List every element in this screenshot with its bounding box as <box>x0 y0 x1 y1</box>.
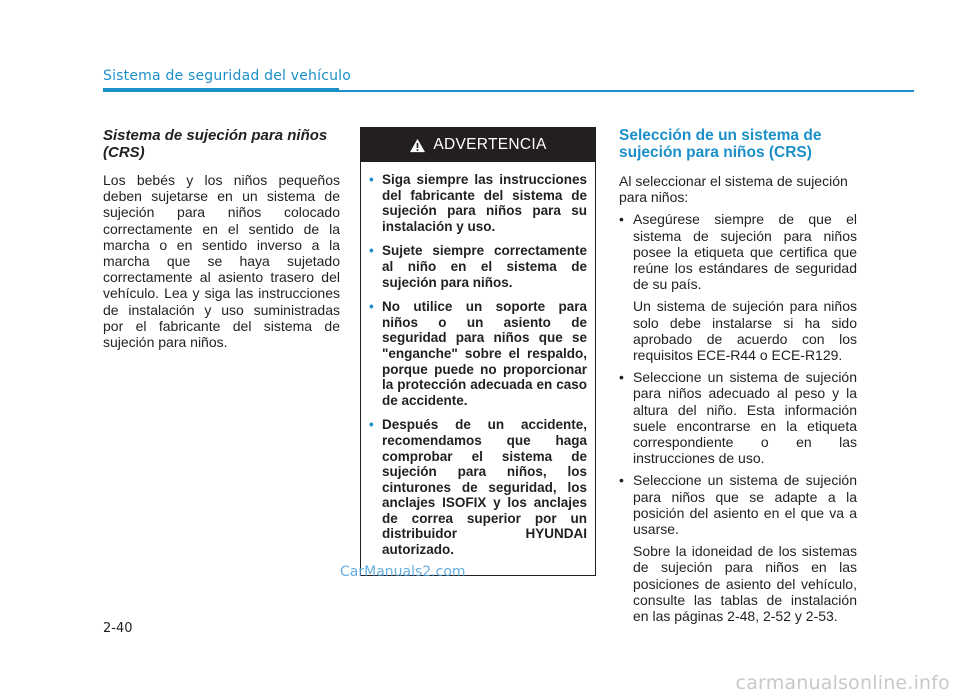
crs-paragraph: Los bebés y los niños pequeños deben sujetarse en un sistema de sujeción para niños colocado correctamente en el sentido de la marcha o en sentido inverso a la marcha que se haya sujetado correctamente al asiento trasero del vehículo. Lea y siga las instrucciones de instalación y uso suministradas por el fabricante del sistema de sujeción para niños. <box>103 172 340 351</box>
right-column <box>619 127 857 630</box>
header-rule-accent <box>103 88 339 92</box>
selection-list <box>619 211 857 624</box>
bullet-icon: • <box>619 369 624 386</box>
warning-item-text: Después de un accidente, recomendamos que haga comprobar el sistema de sujeción para niños, los cinturones de seguridad, los anclajes ISOFIX y los anclajes de correa superior por un distribuidor HYUNDAI autorizado. <box>382 417 587 558</box>
selection-item <box>619 369 857 466</box>
selection-item-text: Asegúrese siempre de que el sistema de sujeción para niños posee la etiqueta que certifica que reúne los estándares de seguridad de su país. <box>633 211 857 293</box>
watermark-carmanuals2[interactable]: CarManuals2.com <box>340 564 466 580</box>
watermark-carmanualsonline[interactable]: carmanualsonline.info <box>735 672 950 694</box>
selection-item-text: Seleccione un sistema de sujeción para niños adecuado al peso y la altura del niño. Esta información suele encontrarse en la etiqueta correspondiente o en las instrucciones de uso. <box>633 369 857 467</box>
page-number: 2-40 <box>103 621 133 636</box>
warning-item <box>369 243 587 290</box>
warning-title: ADVERTENCIA <box>433 136 547 153</box>
selection-heading: Selección de un sistema de sujeción para niños (CRS) <box>619 127 822 161</box>
bullet-icon: • <box>619 472 624 489</box>
warning-item <box>369 172 587 234</box>
bullet-icon: • <box>369 417 374 433</box>
warning-item <box>369 299 587 408</box>
warning-list <box>361 162 595 558</box>
selection-item-note: Sobre la idoneidad de los sistemas de sujeción para niños en las posiciones de asiento del vehículo, consulte las tablas de instalación en las páginas 2-48, 2-52 y 2-53. <box>633 543 857 625</box>
warning-item <box>369 417 587 557</box>
bullet-icon: • <box>369 243 374 259</box>
warning-item-text: Siga siempre las instrucciones del fabricante del sistema de sujeción para niños para su instalación y uso. <box>382 172 587 234</box>
warning-item-text: No utilice un soporte para niños o un asiento de seguridad para niños que se "enganche" sobre el respaldo, porque puede no proporcionar la protección adecuada en caso de accidente. <box>382 299 587 408</box>
warning-header <box>361 128 595 162</box>
warning-box <box>360 127 596 576</box>
warning-triangle-icon <box>409 138 426 153</box>
warning-item-text: Sujete siempre correctamente al niño en el sistema de sujeción para niños. <box>382 243 587 290</box>
header-rule <box>339 90 914 92</box>
section-title: Sistema de seguridad del vehículo <box>103 68 352 84</box>
bullet-icon: • <box>369 299 374 315</box>
selection-intro: Al seleccionar el sistema de sujeción para niños: <box>619 173 848 206</box>
selection-item-note: Un sistema de sujeción para niños solo debe instalarse si ha sido aprobado de acuerdo con los requisitos ECE-R44 o ECE-R129. <box>633 298 857 364</box>
bullet-icon: • <box>619 211 624 228</box>
selection-item-text: Seleccione un sistema de sujeción para niños que se adapte a la posición del asiento en el que va a usarse. <box>633 472 857 538</box>
crs-subheading: Sistema de sujeción para niños (CRS) <box>103 127 328 161</box>
left-column <box>103 127 340 350</box>
bullet-icon: • <box>369 172 374 187</box>
selection-item <box>619 472 857 624</box>
selection-item <box>619 211 857 363</box>
